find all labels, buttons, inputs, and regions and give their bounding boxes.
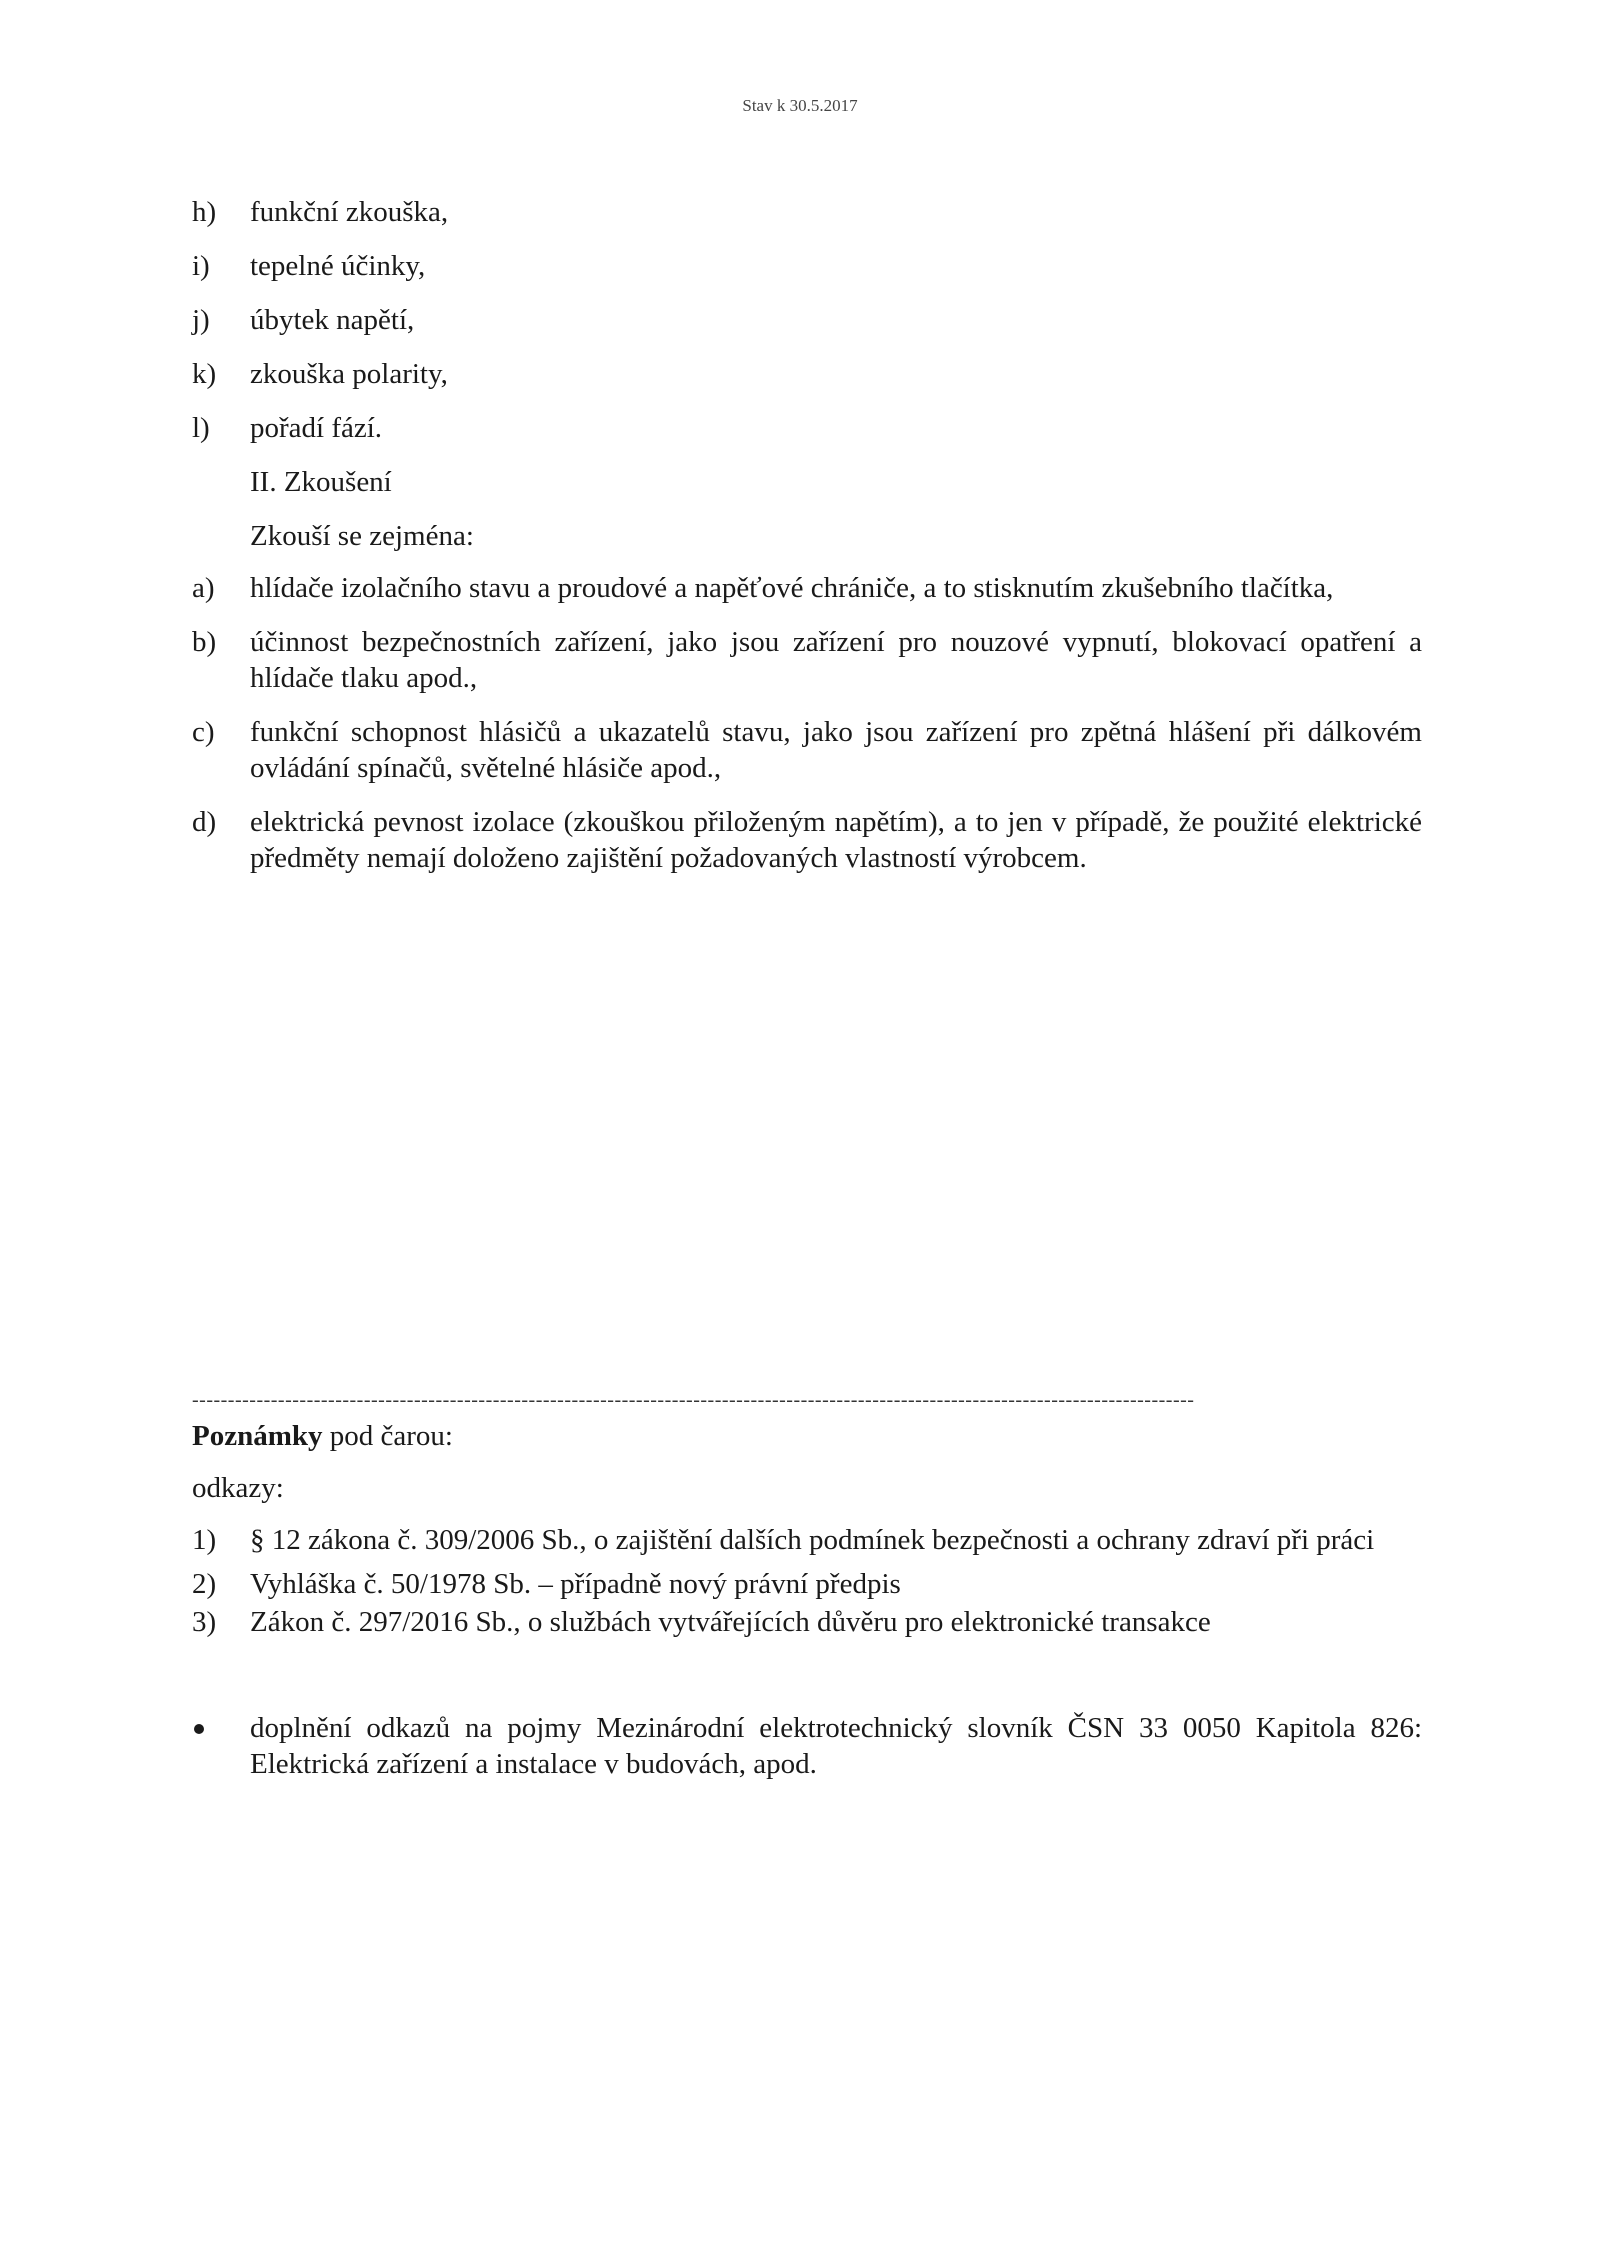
footnote-text: Vyhláška č. 50/1978 Sb. – případně nový právní předpis [250, 1568, 901, 1600]
enumerated-list-top [192, 194, 1422, 572]
footnotes-title-rest: pod čarou: [322, 1420, 453, 1452]
list-marker: j) [192, 304, 210, 336]
list-item-text: úbytek napětí, [250, 304, 415, 336]
footnote-item-2 [192, 1566, 1422, 1602]
list-marker: a) [192, 572, 215, 604]
list-item-a [192, 570, 1422, 606]
list-marker: h) [192, 196, 217, 228]
list-item-text: tepelné účinky, [250, 250, 426, 282]
footnote-text: § 12 zákona č. 309/2006 Sb., o zajištění dalších podmínek bezpečnosti a ochrany zdraví při práci [250, 1524, 1375, 1556]
footnote-item-1 [192, 1522, 1422, 1558]
section-intro: Zkouší se zejména: [250, 520, 474, 552]
list-marker: i) [192, 250, 210, 282]
footnote-marker: 1) [192, 1524, 217, 1556]
list-marker: c) [192, 716, 215, 748]
footnote-item-3 [192, 1604, 1422, 1640]
list-item-b [192, 624, 1422, 696]
list-item-text: elektrická pevnost izolace (zkouškou přiloženým napětím), a to jen v případě, že použité elektrické předměty nemají doloženo zajištění požadovaných vlastností výrobcem. [250, 806, 1422, 874]
list-marker: l) [192, 412, 210, 444]
list-item-text: účinnost bezpečnostních zařízení, jako jsou zařízení pro nouzové vypnutí, blokovací opatření a hlídače tlaku apod., [250, 626, 1422, 694]
list-marker: b) [192, 626, 217, 658]
list-marker: d) [192, 806, 217, 838]
enumerated-list-bottom [192, 570, 1422, 894]
footnote-marker: 3) [192, 1606, 217, 1638]
page-header-status: Stav k 30.5.2017 [742, 96, 858, 115]
list-item-l [192, 410, 1422, 446]
list-marker: k) [192, 358, 217, 390]
footnotes-title [192, 1418, 453, 1454]
list-item-i [192, 248, 1422, 284]
footnote-bullet-item [192, 1710, 1422, 1782]
list-item-h [192, 194, 1422, 230]
list-item-text: funkční schopnost hlásičů a ukazatelů stavu, jako jsou zařízení pro zpětná hlášení při dálkovém ovládání spínačů, světelné hlásiče apod., [250, 716, 1422, 784]
list-item-d [192, 804, 1422, 876]
footnotes-subtitle: odkazy: [192, 1472, 284, 1504]
list-item-text: hlídače izolačního stavu a proudové a napěťové chrániče, a to stisknutím zkušebního tlačítka, [250, 572, 1334, 604]
list-item-text: pořadí fází. [250, 412, 383, 444]
list-item-k [192, 356, 1422, 392]
list-item-text: zkouška polarity, [250, 358, 448, 390]
list-item-text: funkční zkouška, [250, 196, 449, 228]
list-item-c [192, 714, 1422, 786]
bullet-text: doplnění odkazů na pojmy Mezinárodní elektrotechnický slovník ČSN 33 0050 Kapitola 826: Elektrická zařízení a instalace v budovách, apod. [250, 1712, 1422, 1780]
list-item-j [192, 302, 1422, 338]
footnote-separator: -------------------------------------------------------------------------------------------------------------------------------------------- [192, 1389, 1195, 1411]
bullet-icon [194, 1724, 204, 1734]
footnote-text: Zákon č. 297/2016 Sb., o službách vytvářejících důvěru pro elektronické transakce [250, 1606, 1211, 1638]
footnote-marker: 2) [192, 1568, 217, 1600]
footnotes-title-bold: Poznámky [192, 1420, 323, 1452]
footnote-list [192, 1522, 1422, 1642]
section-title: II. Zkoušení [250, 466, 392, 498]
